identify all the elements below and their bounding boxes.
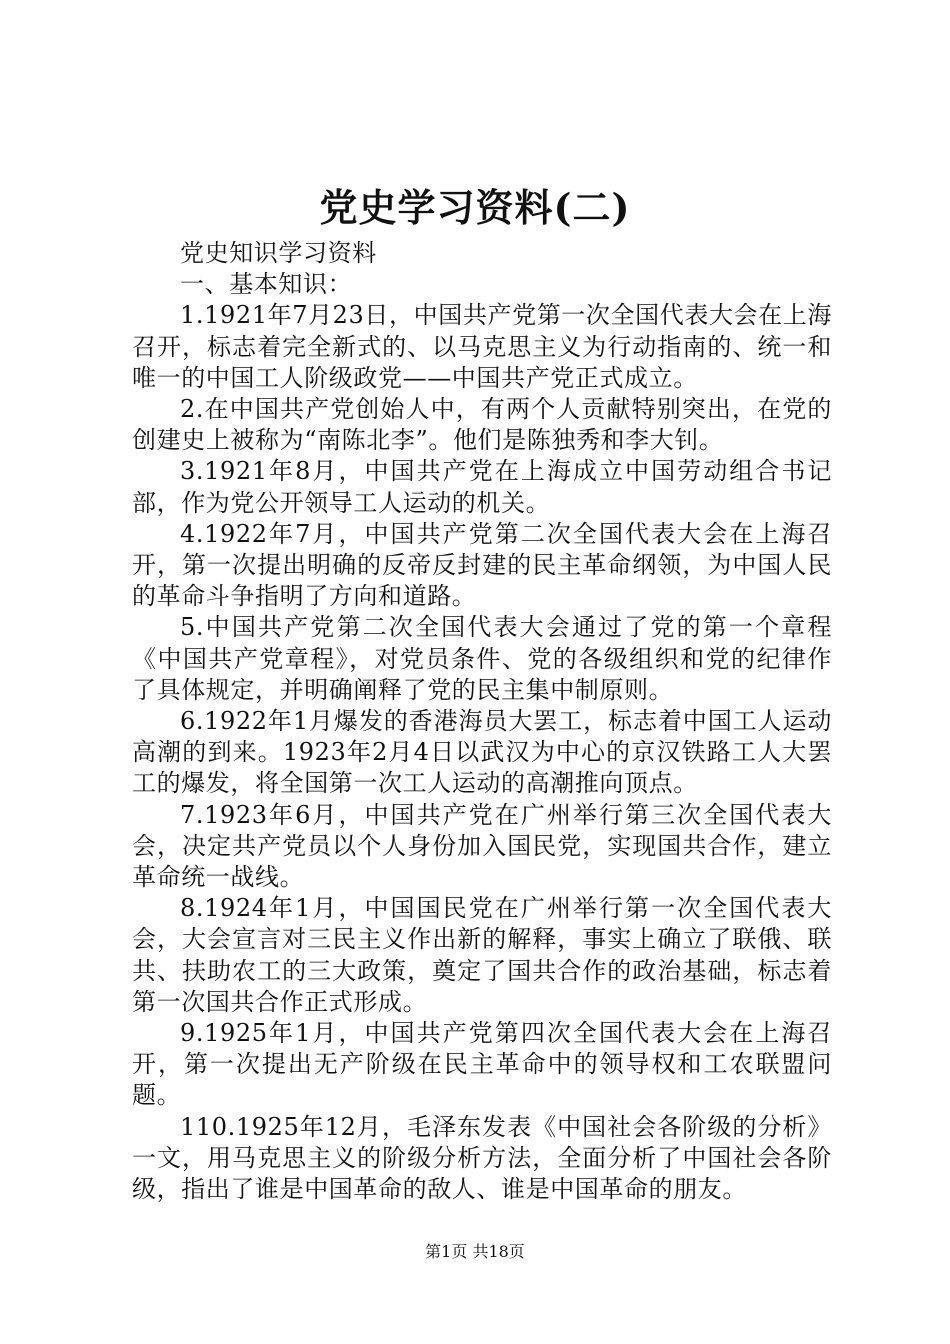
paragraph: 8.1924年1月，中国国民党在广州举行第一次全国代表大会，大会宣言对三民主义作出新的解释，事实上确立了联俄、联共、扶助农工的三大政策，奠定了国共合作的政治基础，标志着第一次国共合作正式形成。 (132, 894, 832, 1016)
paragraph: 9.1925年1月，中国共产党第四次全国代表大会在上海召开，第一次提出无产阶级在民主革命中的领导权和工农联盟问题。 (132, 1019, 832, 1110)
paragraph: 一、基本知识： (180, 270, 353, 299)
paragraph: 3.1921年8月，中国共产党在上海成立中国劳动组合书记部，作为党公开领导工人运动的机关。 (132, 457, 832, 517)
paragraph: 4.1922年7月，中国共产党第二次全国代表大会在上海召开，第一次提出明确的反帝反封建的民主革命纲领，为中国人民的革命斗争指明了方向和道路。 (132, 519, 832, 611)
page-footer: 第1页 共18页 (425, 1242, 525, 1261)
page-title: 党史学习资料(二) (319, 185, 631, 230)
paragraph: 2.在中国共产党创始人中，有两个人贡献特别突出，在党的创建史上被称为“南陈北李”。他们是陈独秀和李大钊。 (132, 395, 832, 455)
document-body (132, 238, 832, 1205)
paragraph: 7.1923年6月，中国共产党在广州举行第三次全国代表大会，决定共产党员以个人身份加入国民党，实现国共合作，建立革命统一战线。 (132, 800, 832, 892)
paragraph: 6.1922年1月爆发的香港海员大罢工，标志着中国工人运动高潮的到来。1923年2月4日以武汉为中心的京汉铁路工人大罢工的爆发，将全国第一次工人运动的高潮推向顶点。 (132, 707, 832, 798)
paragraph: 党史知识学习资料 (180, 239, 377, 267)
paragraph: 110.1925年12月，毛泽东发表《中国社会各阶级的分析》一文，用马克思主义的阶级分析方法，全面分析了中国社会各阶级，指出了谁是中国革命的敌人、谁是中国革命的朋友。 (132, 1112, 832, 1204)
paragraph: 1.1921年7月23日，中国共产党第一次全国代表大会在上海召开，标志着完全新式的、以马克思主义为行动指南的、统一和唯一的中国工人阶级政党——中国共产党正式成立。 (132, 301, 832, 392)
paragraph: 5.中国共产党第二次全国代表大会通过了党的第一个章程《中国共产党章程》，对党员条件、党的各级组织和党的纪律作了具体规定，并明确阐释了党的民主集中制原则。 (132, 613, 832, 704)
